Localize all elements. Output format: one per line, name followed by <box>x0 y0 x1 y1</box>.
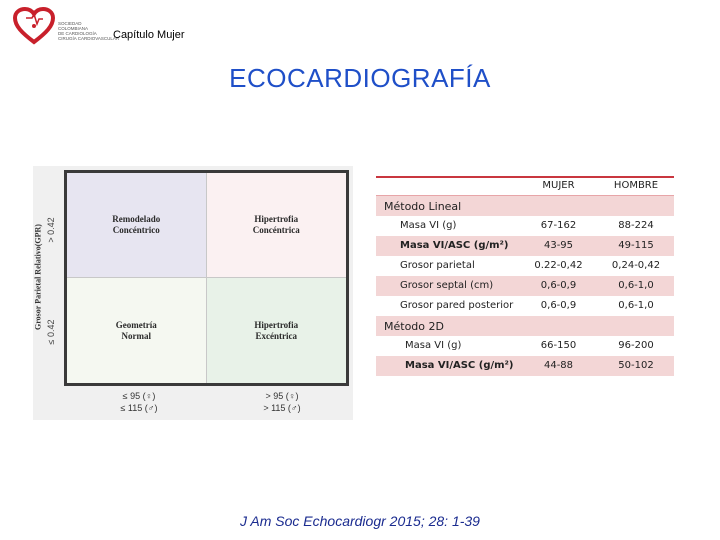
reference-values-table <box>376 176 674 376</box>
x-tick-right: > 95 (♀) > 115 (♂) <box>263 391 301 413</box>
value-mujer: 0,6-0,9 <box>540 280 577 291</box>
quadrant-label: Hipertrofia <box>254 214 299 224</box>
value-hombre: 49-115 <box>618 240 654 251</box>
column-header-hombre: HOMBRE <box>613 180 659 191</box>
row-label: Grosor parietal <box>400 260 475 271</box>
quadrant-normal-geometry <box>67 278 207 383</box>
row-label: Masa VI (g) <box>405 340 462 351</box>
value-mujer: 0.22-0,42 <box>534 260 583 271</box>
quadrant-label: Concéntrico <box>112 225 160 235</box>
value-mujer: 67-162 <box>540 220 577 231</box>
quadrant-label: Geometría <box>115 319 157 330</box>
quadrant-label: Hipertrofia <box>254 319 299 330</box>
row-label: Masa VI (g) <box>400 220 457 231</box>
heart-logo-icon <box>12 6 56 46</box>
value-mujer: 0,6-0,9 <box>540 300 577 311</box>
quadrant-eccentric-hypertrophy <box>207 278 347 383</box>
value-mujer: 43-95 <box>543 240 574 251</box>
value-hombre: 88-224 <box>618 220 654 231</box>
column-header-mujer: MUJER <box>542 180 575 191</box>
section-title: Capítulo Mujer <box>113 29 185 41</box>
logo-line: SOCIEDAD <box>58 21 82 26</box>
row-label: Grosor pared posterior <box>400 300 514 311</box>
table-row <box>376 356 674 376</box>
table-header <box>376 176 674 196</box>
x-tick-left: ≤ 95 (♀) ≤ 115 (♂) <box>120 391 158 413</box>
slide-title: ECOCARDIOGRAFÍA <box>229 63 491 93</box>
row-label: Grosor septal (cm) <box>400 280 494 291</box>
row-label: Masa VI/ASC (g/m²) <box>400 240 509 251</box>
quadrant-label: Excéntrica <box>255 330 297 341</box>
quadrant-concentric-remodeling <box>67 173 207 278</box>
logo-text <box>58 21 119 41</box>
society-logo <box>12 6 120 46</box>
logo-line: COLOMBIANA <box>58 26 89 31</box>
table-section-row <box>376 196 674 216</box>
geometry-quadrant-grid <box>64 170 349 386</box>
value-hombre: 50-102 <box>618 360 654 371</box>
value-mujer: 44-88 <box>543 360 574 371</box>
quadrant-label: Remodelado <box>112 214 161 224</box>
table-body <box>376 196 674 376</box>
y-axis-label: Grosor Parietal Relativo(GPR) <box>33 224 43 330</box>
value-hombre: 0,24-0,42 <box>611 260 661 271</box>
row-label: Masa VI/ASC (g/m²) <box>405 360 514 371</box>
value-hombre: 96-200 <box>618 340 654 351</box>
table-row <box>376 296 674 316</box>
table-section-row <box>376 316 674 336</box>
row-label: Método Lineal <box>384 200 462 213</box>
value-mujer: 66-150 <box>540 340 577 351</box>
table-row <box>376 256 674 276</box>
table-row <box>376 336 674 356</box>
logo-line: CIRUGÍA CARDIOVASCULAR <box>58 36 120 41</box>
quadrant-label: Normal <box>121 330 151 341</box>
logo-line: DE CARDIOLOGÍA <box>58 31 97 36</box>
table-row <box>376 216 674 236</box>
row-label: Método 2D <box>384 320 444 333</box>
quadrant-concentric-hypertrophy <box>207 173 347 278</box>
y-tick-high: > 0.42 <box>46 217 56 243</box>
y-tick-low: ≤ 0.42 <box>46 319 56 345</box>
value-hombre: 0,6-1,0 <box>618 300 654 311</box>
value-hombre: 0,6-1,0 <box>618 280 654 291</box>
citation: J Am Soc Echocardiogr 2015; 28: 1-39 <box>240 513 480 529</box>
table-row <box>376 276 674 296</box>
quadrant-label: Concéntrica <box>252 225 300 235</box>
table-row <box>376 236 674 256</box>
